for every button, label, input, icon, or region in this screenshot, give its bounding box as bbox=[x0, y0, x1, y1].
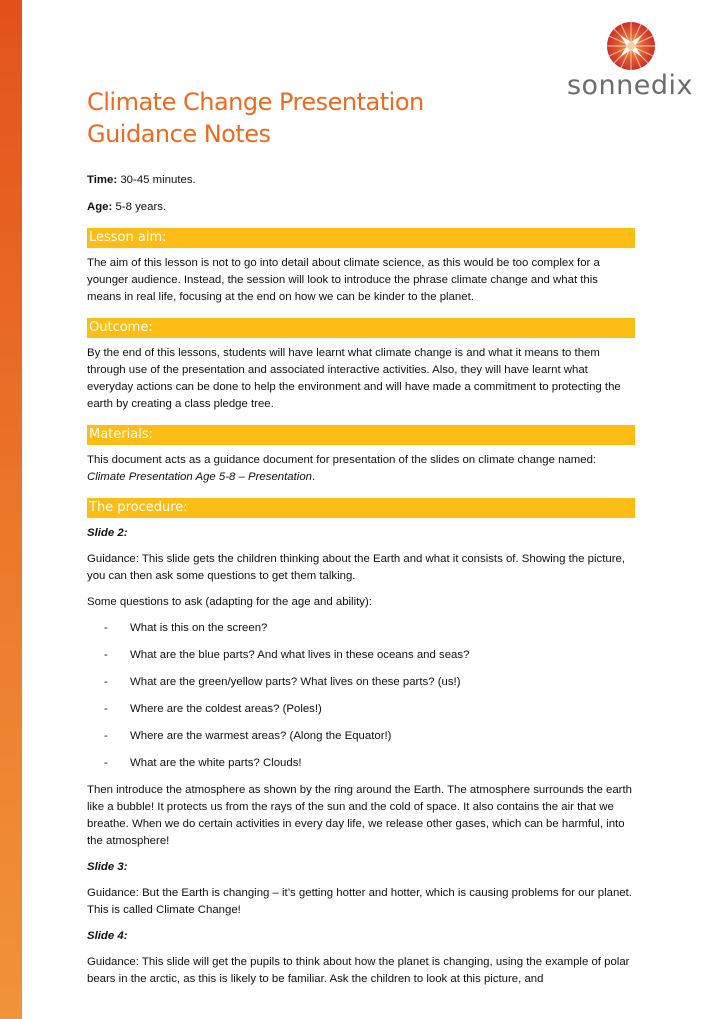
dash-bullet: - bbox=[104, 622, 108, 634]
lesson-aim-text: The aim of this lesson is not to go into detail about climate science, as this would be too complex for a younger audience. Instead, the session will look to introduce the phrase climate change and what this means in real life, focusing at the end on how we can be kinder to the planet. bbox=[87, 257, 600, 303]
slide-2-guidance: Guidance: This slide gets the children thinking about the Earth and what it consists of. Showing the picture, you can then ask some questions to get them talking. bbox=[87, 553, 625, 582]
list-item bbox=[87, 647, 635, 664]
title-line-1: Climate Change Presentation bbox=[87, 88, 424, 116]
section-heading-materials: Materials: bbox=[87, 425, 635, 445]
title-line-2: Guidance Notes bbox=[87, 120, 271, 148]
side-accent-bar bbox=[0, 0, 22, 1019]
question-text: Where are the coldest areas? (Poles!) bbox=[130, 703, 322, 715]
age-value: 5-8 years. bbox=[112, 201, 167, 213]
dash-bullet: - bbox=[104, 757, 108, 769]
list-item bbox=[87, 755, 635, 772]
dash-bullet: - bbox=[104, 649, 108, 661]
section-heading-lesson-aim: Lesson aim: bbox=[87, 228, 635, 248]
materials-text-end: . bbox=[312, 471, 316, 483]
time-label: Time: bbox=[87, 174, 118, 186]
slide-3-label: Slide 3: bbox=[87, 861, 128, 873]
question-text: What is this on the screen? bbox=[130, 622, 268, 634]
slide-2-atmosphere-text: Then introduce the atmosphere as shown by the ring around the Earth. The atmosphere surrounds the earth like a bubble! It protects us from the rays of the sun and the cold of space. It also contains the air that we breathe. When we do certain activities in every day life, we release other gases, which can be harmful, into the atmosphere! bbox=[87, 784, 632, 847]
section-heading-outcome: Outcome: bbox=[87, 318, 635, 338]
dash-bullet: - bbox=[104, 676, 108, 688]
sonnedix-logo bbox=[560, 20, 700, 100]
list-item bbox=[87, 620, 635, 637]
materials-presentation-name: Climate Presentation Age 5-8 – Presentation bbox=[87, 471, 312, 483]
page-title bbox=[87, 86, 537, 150]
materials-text bbox=[87, 452, 635, 486]
dash-bullet: - bbox=[104, 703, 108, 715]
document-body bbox=[87, 172, 635, 997]
time-line bbox=[87, 172, 635, 189]
question-text: What are the white parts? Clouds! bbox=[130, 757, 302, 769]
question-text: Where are the warmest areas? (Along the Equator!) bbox=[130, 730, 392, 742]
outcome-text: By the end of this lessons, students will have learnt what climate change is and what it means to them through use of the presentation and associated interactive activities. Also, they will have learnt what everyday actions can be done to help the environment and will have made a commitment to protecting the earth by creating a class pledge tree. bbox=[87, 347, 621, 410]
list-item bbox=[87, 701, 635, 718]
age-line bbox=[87, 199, 635, 216]
question-text: What are the blue parts? And what lives in these oceans and seas? bbox=[130, 649, 470, 661]
dash-bullet: - bbox=[104, 730, 108, 742]
slide-2-question-list bbox=[87, 620, 635, 772]
question-text: What are the green/yellow parts? What lives on these parts? (us!) bbox=[130, 676, 461, 688]
slide-2-questions-intro: Some questions to ask (adapting for the age and ability): bbox=[87, 596, 372, 608]
logo-wordmark: sonnedix bbox=[566, 70, 694, 101]
slide-4-guidance: Guidance: This slide will get the pupils to think about how the planet is changing, using the example of polar bears in the arctic, as this is likely to be familiar. Ask the children to look at this picture, and bbox=[87, 956, 630, 985]
sun-logo-icon bbox=[605, 20, 657, 72]
section-heading-procedure: The procedure: bbox=[87, 498, 635, 518]
list-item bbox=[87, 728, 635, 745]
age-label: Age: bbox=[87, 201, 113, 213]
slide-4-label: Slide 4: bbox=[87, 930, 128, 942]
slide-3-guidance: Guidance: But the Earth is changing – it’s getting hotter and hotter, which is causing problems for our planet. This is called Climate Change! bbox=[87, 887, 632, 916]
materials-text-main: This document acts as a guidance document for presentation of the slides on climate change named: bbox=[87, 454, 597, 466]
slide-2-label: Slide 2: bbox=[87, 527, 128, 539]
time-value: 30-45 minutes. bbox=[117, 174, 196, 186]
list-item bbox=[87, 674, 635, 691]
